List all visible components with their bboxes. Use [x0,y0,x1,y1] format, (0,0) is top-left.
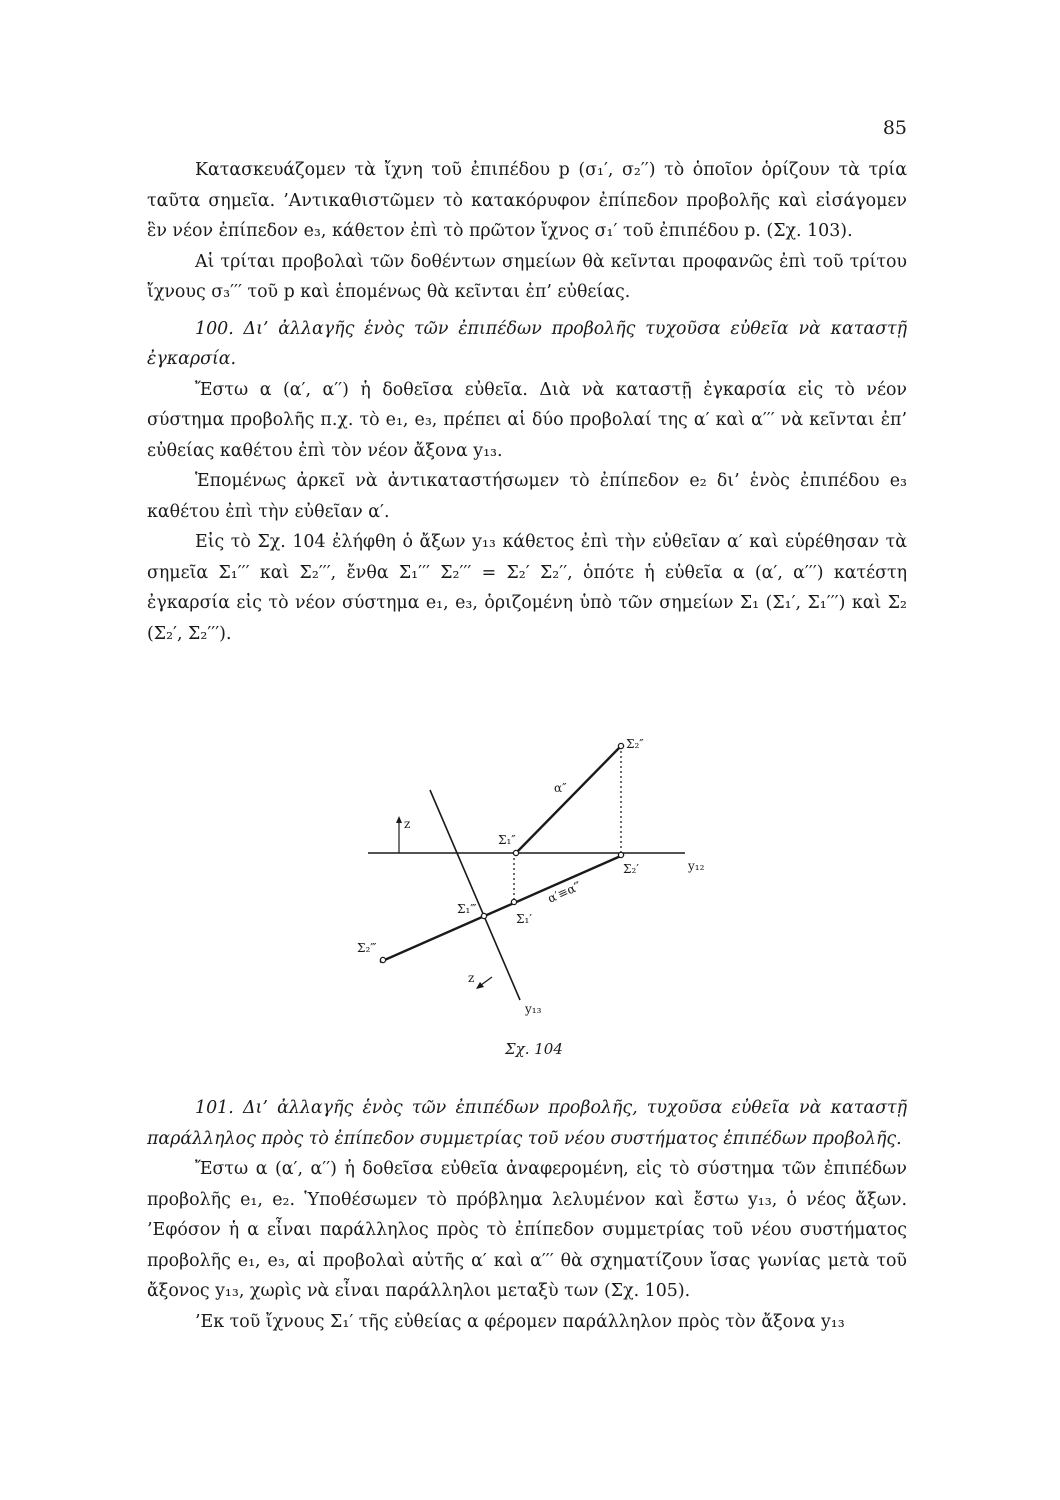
point-sigma2-triple-prime [380,957,385,962]
line-alpha-prime [380,855,623,962]
axis-y13-line [430,790,520,1000]
paragraph: Ἑπομένως ἀρκεῖ νὰ ἀντικαταστήσωμεν τὸ ἐπίπεδον e₂ δι’ ἑνὸς ἐπιπέδου e₃ καθέτου ἐπὶ τὴν εὐθεῖαν α′. [147,471,907,522]
label-y12: y₁₂ [688,859,705,873]
label-z-top: z [404,817,411,831]
label-sigma2-prime: Σ₂′ [623,862,640,876]
section-number: 101. [195,1098,234,1118]
figure-104 [340,730,740,1070]
point-sigma1-prime [511,899,516,904]
label-sigma2-double-prime: Σ₂″ [626,737,644,751]
paragraph: ’Εκ τοῦ ἴχνους Σ₁′ τῆς εὐθείας α φέρομεν παράλληλον πρὸς τὸν ἄξονα y₁₃ [195,1311,845,1332]
paragraph: Κατασκευάζομεν τὰ ἴχνη τοῦ ἐπιπέδου p (σ₁′, σ₂′′) τὸ ὁποῖον ὁρίζουν τὰ τρία ταῦτα σημεῖα. ’Αντικαθιστῶμεν τὸ κατακόρυφον ἐπίπεδον προβολῆς καὶ εἰσάγομεν ἓν νέον ἐπίπεδον e₃, κάθετον ἐπὶ τὸ πρῶτον ἴχνος σ₁′ τοῦ ἐπιπέδου p. (Σχ. 103). [147,160,907,241]
section-heading-100 [147,314,907,375]
point-sigma2-prime [618,852,623,857]
label-z-bottom: z [468,971,475,985]
paragraph: Αἱ τρίται προβολαὶ τῶν δοθέντων σημείων θὰ κεῖνται προφανῶς ἐπὶ τοῦ τρίτου ἴχνους σ₃′′′ τοῦ p καὶ ἑπομένως θὰ κεῖνται ἐπ’ εὐθείας. [147,251,907,302]
label-alpha-double-prime: α″ [554,781,567,795]
page-number: 85 [882,117,907,139]
label-sigma2-triple-prime: Σ₂‴ [357,941,377,955]
section-title: Δι’ ἀλλαγῆς ἑνὸς τῶν ἐπιπέδων προβολῆς τυχοῦσα εὐθεῖα νὰ καταστῇ ἐγκαρσία. [147,318,907,369]
point-sigma2-double-prime [618,743,623,748]
point-sigma1-double-prime [513,850,518,855]
label-alpha-equiv: α′≡α‴ [545,878,584,906]
figure-caption: Σχ. 104 [505,1040,563,1058]
label-y13: y₁₃ [525,1002,542,1016]
label-sigma1-double-prime: Σ₁″ [498,833,516,847]
line-alpha-double-prime [516,747,620,853]
figure-diagram [340,730,740,1070]
label-sigma1-prime: Σ₁′ [516,912,533,926]
section-title: Δι’ ἀλλαγῆς ἑνὸς τῶν ἐπιπέδων προβολῆς, τυχοῦσα εὐθεῖα νὰ καταστῇ παράλληλος πρὸς τὸ ἐπίπεδον συμμετρίας τοῦ νέου συστήματος ἐπιπέδων προβολῆς. [147,1098,907,1149]
point-sigma1-triple-prime [481,913,486,918]
section-heading-101 [147,1093,907,1154]
paragraph: Ἔστω α (α′, α′′) ἡ δοθεῖσα εὐθεῖα ἀναφερομένη, εἰς τὸ σύστημα τῶν ἐπιπέδων προβολῆς e₁, e₂. Ὑποθέσωμεν τὸ πρόβλημα λελυμένον καὶ ἔστω y₁₃, ὁ νέος ἄξων. ’Εφόσον ἡ α εἶναι παράλληλος πρὸς τὸ ἐπίπεδον συμμετρίας τοῦ νέου συστήματος προβολῆς e₁, e₃, αἱ προβολαὶ αὐτῆς α′ καὶ α′′′ θὰ σχηματίζουν ἴσας γωνίας μετὰ τοῦ ἄξονος y₁₃, χωρὶς νὰ εἶναι παράλληλοι μεταξὺ των (Σχ. 105). [147,1159,907,1301]
label-sigma1-triple-prime: Σ₁‴ [457,902,477,916]
paragraph: Ἔστω α (α′, α′′) ἡ δοθεῖσα εὐθεῖα. Διὰ νὰ καταστῇ ἐγκαρσία εἰς τὸ νέον σύστημα προβολῆς π.χ. τὸ e₁, e₃, πρέπει αἱ δύο προβολαί της α′ καὶ α′′′ νὰ κεῖνται ἐπ’ εὐθείας καθέτου ἐπὶ τὸν νέον ἄξονα y₁₃. [147,379,907,461]
text-block-lower [147,1093,907,1337]
text-block-upper [147,155,907,649]
paragraph: Εἰς τὸ Σχ. 104 ἐλήφθη ὁ ἄξων y₁₃ κάθετος ἐπὶ τὴν εὐθεῖαν α′ καὶ εὑρέθησαν τὰ σημεῖα Σ₁′′′ καὶ Σ₂′′′, ἔνθα Σ₁′′′ Σ₂′′′ = Σ₂′ Σ₂′′, ὁπότε ἡ εὐθεῖα α (α′, α′′′) κατέστη ἐγκαρσία εἰς τὸ νέον σύστημα e₁, e₃, ὁριζομένη ὑπὸ τῶν σημείων Σ₁ (Σ₁′, Σ₁′′′) καὶ Σ₂ (Σ₂′, Σ₂′′′). [147,532,907,644]
arrowhead-top [396,816,402,823]
section-number: 100. [195,318,234,339]
